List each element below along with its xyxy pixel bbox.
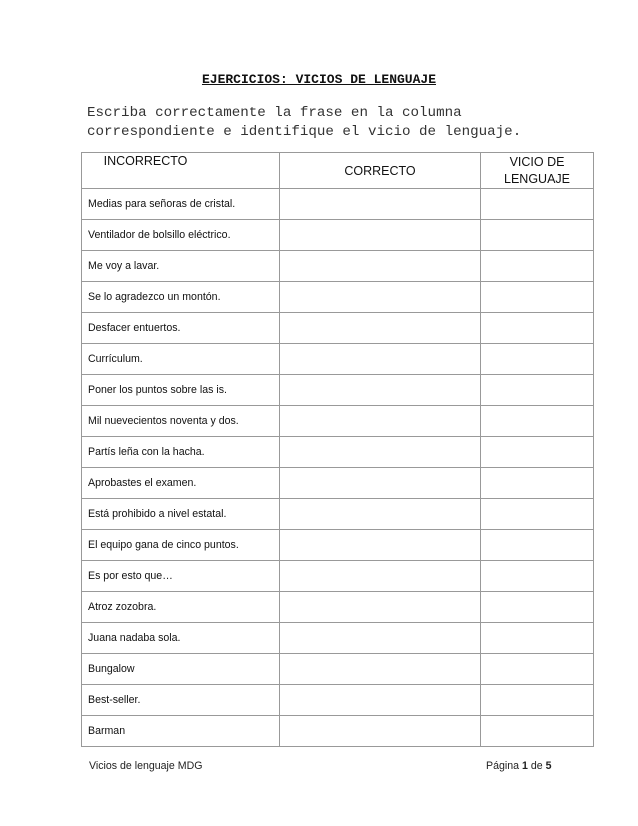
incorrect-phrase: Best-seller. bbox=[82, 685, 280, 716]
table-row bbox=[82, 251, 594, 282]
vice-answer-cell[interactable] bbox=[481, 685, 594, 716]
table-row bbox=[82, 716, 594, 747]
vice-answer-cell[interactable] bbox=[481, 251, 594, 282]
instruction-text bbox=[87, 104, 607, 142]
correct-answer-cell[interactable] bbox=[280, 530, 481, 561]
vice-answer-cell[interactable] bbox=[481, 375, 594, 406]
instruction-line-1: Escriba correctamente la frase en la columna bbox=[87, 105, 462, 121]
footer-doc-name: Vicios de lenguaje MDG bbox=[89, 760, 203, 772]
table-row bbox=[82, 375, 594, 406]
correct-answer-cell[interactable] bbox=[280, 716, 481, 747]
footer-page-number: Página 1 de 5 bbox=[486, 760, 552, 772]
vice-answer-cell[interactable] bbox=[481, 313, 594, 344]
table-row bbox=[82, 592, 594, 623]
table-row bbox=[82, 499, 594, 530]
vice-answer-cell[interactable] bbox=[481, 437, 594, 468]
header-vice bbox=[481, 153, 594, 189]
table-row bbox=[82, 561, 594, 592]
table-row bbox=[82, 189, 594, 220]
table-row bbox=[82, 313, 594, 344]
correct-answer-cell[interactable] bbox=[280, 561, 481, 592]
correct-answer-cell[interactable] bbox=[280, 344, 481, 375]
incorrect-phrase: Desfacer entuertos. bbox=[82, 313, 280, 344]
incorrect-phrase: Está prohibido a nivel estatal. bbox=[82, 499, 280, 530]
correct-answer-cell[interactable] bbox=[280, 375, 481, 406]
vice-answer-cell[interactable] bbox=[481, 654, 594, 685]
vice-answer-cell[interactable] bbox=[481, 189, 594, 220]
vice-answer-cell[interactable] bbox=[481, 406, 594, 437]
table-row bbox=[82, 654, 594, 685]
vice-answer-cell[interactable] bbox=[481, 499, 594, 530]
header-correct: CORRECTO bbox=[280, 153, 481, 189]
incorrect-phrase: Juana nadaba sola. bbox=[82, 623, 280, 654]
page-title: EJERCICIOS: VICIOS DE LENGUAJE bbox=[201, 72, 437, 87]
table-row bbox=[82, 623, 594, 654]
incorrect-phrase: Aprobastes el examen. bbox=[82, 468, 280, 499]
vice-answer-cell[interactable] bbox=[481, 220, 594, 251]
vice-answer-cell[interactable] bbox=[481, 282, 594, 313]
incorrect-phrase: Ventilador de bolsillo eléctrico. bbox=[82, 220, 280, 251]
incorrect-phrase: Poner los puntos sobre las is. bbox=[82, 375, 280, 406]
correct-answer-cell[interactable] bbox=[280, 437, 481, 468]
table-row bbox=[82, 344, 594, 375]
header-vice-line-1: VICIO DE bbox=[509, 154, 565, 169]
table-row bbox=[82, 685, 594, 716]
table-row bbox=[82, 468, 594, 499]
correct-answer-cell[interactable] bbox=[280, 313, 481, 344]
incorrect-phrase: Se lo agradezco un montón. bbox=[82, 282, 280, 313]
correct-answer-cell[interactable] bbox=[280, 623, 481, 654]
vice-answer-cell[interactable] bbox=[481, 344, 594, 375]
vice-answer-cell[interactable] bbox=[481, 623, 594, 654]
exercise-table bbox=[81, 152, 594, 747]
instruction-line-2: correspondiente e identifique el vicio de lenguaje. bbox=[87, 124, 522, 140]
table-row bbox=[82, 437, 594, 468]
table-row bbox=[82, 530, 594, 561]
incorrect-phrase: Mil nuevecientos noventa y dos. bbox=[82, 406, 280, 437]
vice-answer-cell[interactable] bbox=[481, 561, 594, 592]
table-row bbox=[82, 406, 594, 437]
correct-answer-cell[interactable] bbox=[280, 499, 481, 530]
correct-answer-cell[interactable] bbox=[280, 685, 481, 716]
table-header-row bbox=[82, 153, 594, 189]
incorrect-phrase: Medias para señoras de cristal. bbox=[82, 189, 280, 220]
incorrect-phrase: Atroz zozobra. bbox=[82, 592, 280, 623]
header-incorrect: INCORRECTO bbox=[82, 153, 280, 189]
vice-answer-cell[interactable] bbox=[481, 468, 594, 499]
correct-answer-cell[interactable] bbox=[280, 468, 481, 499]
incorrect-phrase: Barman bbox=[82, 716, 280, 747]
correct-answer-cell[interactable] bbox=[280, 654, 481, 685]
incorrect-phrase: Bungalow bbox=[82, 654, 280, 685]
incorrect-phrase: Partís leña con la hacha. bbox=[82, 437, 280, 468]
header-vice-line-2: LENGUAJE bbox=[504, 171, 570, 186]
incorrect-phrase: Me voy a lavar. bbox=[82, 251, 280, 282]
vice-answer-cell[interactable] bbox=[481, 592, 594, 623]
vice-answer-cell[interactable] bbox=[481, 530, 594, 561]
incorrect-phrase: El equipo gana de cinco puntos. bbox=[82, 530, 280, 561]
correct-answer-cell[interactable] bbox=[280, 406, 481, 437]
correct-answer-cell[interactable] bbox=[280, 282, 481, 313]
correct-answer-cell[interactable] bbox=[280, 592, 481, 623]
incorrect-phrase: Es por esto que… bbox=[82, 561, 280, 592]
correct-answer-cell[interactable] bbox=[280, 220, 481, 251]
incorrect-phrase: Currículum. bbox=[82, 344, 280, 375]
table-row bbox=[82, 220, 594, 251]
correct-answer-cell[interactable] bbox=[280, 251, 481, 282]
table-row bbox=[82, 282, 594, 313]
vice-answer-cell[interactable] bbox=[481, 716, 594, 747]
correct-answer-cell[interactable] bbox=[280, 189, 481, 220]
